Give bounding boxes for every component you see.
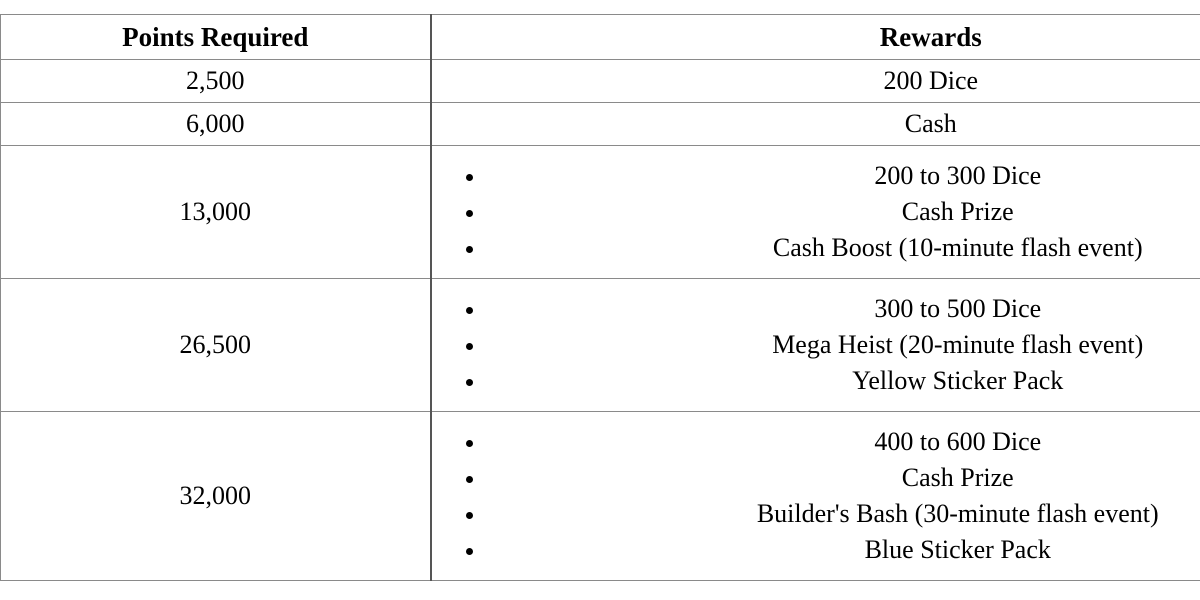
cell-rewards: 200 Dice	[431, 60, 1200, 103]
column-header-points-required: Points Required	[1, 15, 431, 60]
list-item: • 200 to 300 Dice	[486, 158, 1200, 194]
table-row	[1, 60, 1200, 103]
cell-rewards: Cash	[431, 103, 1200, 146]
table-header-row	[1, 15, 1200, 60]
table-row	[1, 103, 1200, 146]
cell-rewards	[431, 412, 1200, 581]
list-item: • Builder's Bash (30-minute flash event)	[486, 496, 1200, 532]
table-row	[1, 412, 1200, 581]
cell-points-required: 2,500	[1, 60, 431, 103]
list-item: • Cash Boost (10-minute flash event)	[486, 230, 1200, 266]
list-item: • Blue Sticker Pack	[486, 532, 1200, 568]
table-body	[1, 60, 1200, 581]
table-row	[1, 146, 1200, 279]
reward-list	[432, 146, 1200, 278]
cell-points-required: 6,000	[1, 103, 431, 146]
column-header-rewards: Rewards	[431, 15, 1200, 60]
rewards-table	[0, 14, 1200, 581]
table-header	[1, 15, 1200, 60]
list-item: • Mega Heist (20-minute flash event)	[486, 327, 1200, 363]
cell-points-required: 32,000	[1, 412, 431, 581]
list-item: • Yellow Sticker Pack	[486, 363, 1200, 399]
cell-points-required: 13,000	[1, 146, 431, 279]
reward-list	[432, 279, 1200, 411]
cell-rewards	[431, 279, 1200, 412]
cell-points-required: 26,500	[1, 279, 431, 412]
list-item: • 400 to 600 Dice	[486, 424, 1200, 460]
reward-list	[432, 412, 1200, 580]
list-item: • 300 to 500 Dice	[486, 291, 1200, 327]
list-item: • Cash Prize	[486, 460, 1200, 496]
cell-rewards	[431, 146, 1200, 279]
table-row	[1, 279, 1200, 412]
list-item: • Cash Prize	[486, 194, 1200, 230]
